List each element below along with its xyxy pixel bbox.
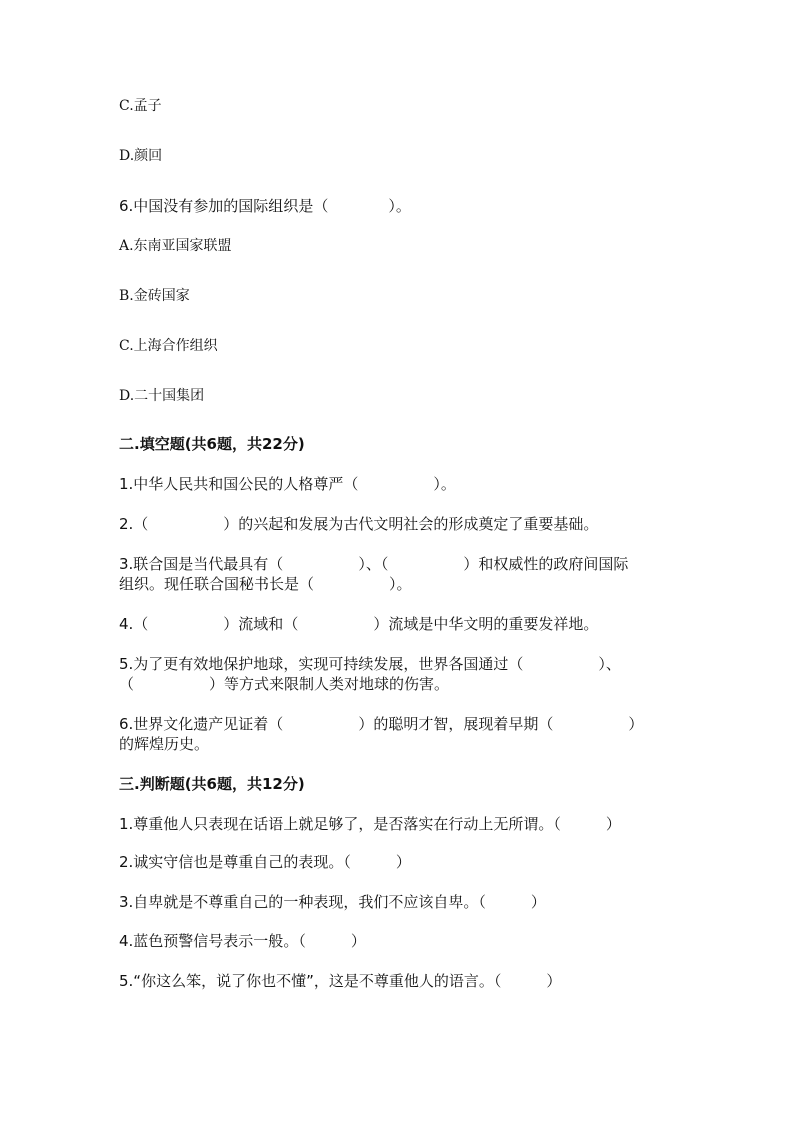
fill-item-4: 4.（ ）流域和（ ）流域是中华文明的重要发祥地。 [119,615,599,633]
fill-item-2: 2.（ ）的兴起和发展为古代文明社会的形成奠定了重要基础。 [119,515,599,533]
q5-option-d: D.颜回 [119,148,163,164]
section-3-title: 三.判断题(共6题，共12分) [119,775,305,793]
q6-option-c: C.上海合作组织 [119,338,218,354]
fill-item-3-line-2: 组织。现任联合国秘书长是（ ）。 [119,575,412,593]
q5-option-c: C.孟子 [119,98,162,114]
judge-item-2: 2.诚实守信也是尊重自己的表现。（ ） [119,853,411,871]
q6-option-b: B.金砖国家 [119,288,190,304]
q6-stem: 6.中国没有参加的国际组织是（ ）。 [119,197,411,215]
judge-item-3: 3.自卑就是不尊重自己的一种表现，我们不应该自卑。（ ） [119,893,546,911]
fill-item-3-line-1: 3.联合国是当代最具有（ ）、（ ）和权威性的政府间国际 [119,555,629,573]
fill-item-5-line-2: （ ）等方式来限制人类对地球的伤害。 [119,675,450,693]
section-2-title: 二.填空题(共6题，共22分) [119,435,305,453]
judge-item-4: 4.蓝色预警信号表示一般。（ ） [119,932,366,950]
fill-item-6-line-2: 的辉煌历史。 [119,735,210,753]
judge-item-1: 1.尊重他人只表现在话语上就足够了，是否落实在行动上无所谓。（ ） [119,815,621,833]
q6-option-d: D.二十国集团 [119,388,205,404]
fill-item-5-line-1: 5.为了更有效地保护地球，实现可持续发展，世界各国通过（ ）、 [119,655,621,673]
fill-item-1: 1.中华人民共和国公民的人格尊严（ ）。 [119,475,456,493]
q6-option-a: A.东南亚国家联盟 [119,238,232,254]
judge-item-5: 5.“你这么笨，说了你也不懂”，这是不尊重他人的语言。（ ） [119,972,562,990]
fill-item-6-line-1: 6.世界文化遗产见证着（ ）的聪明才智，展现着早期（ ） [119,715,644,733]
